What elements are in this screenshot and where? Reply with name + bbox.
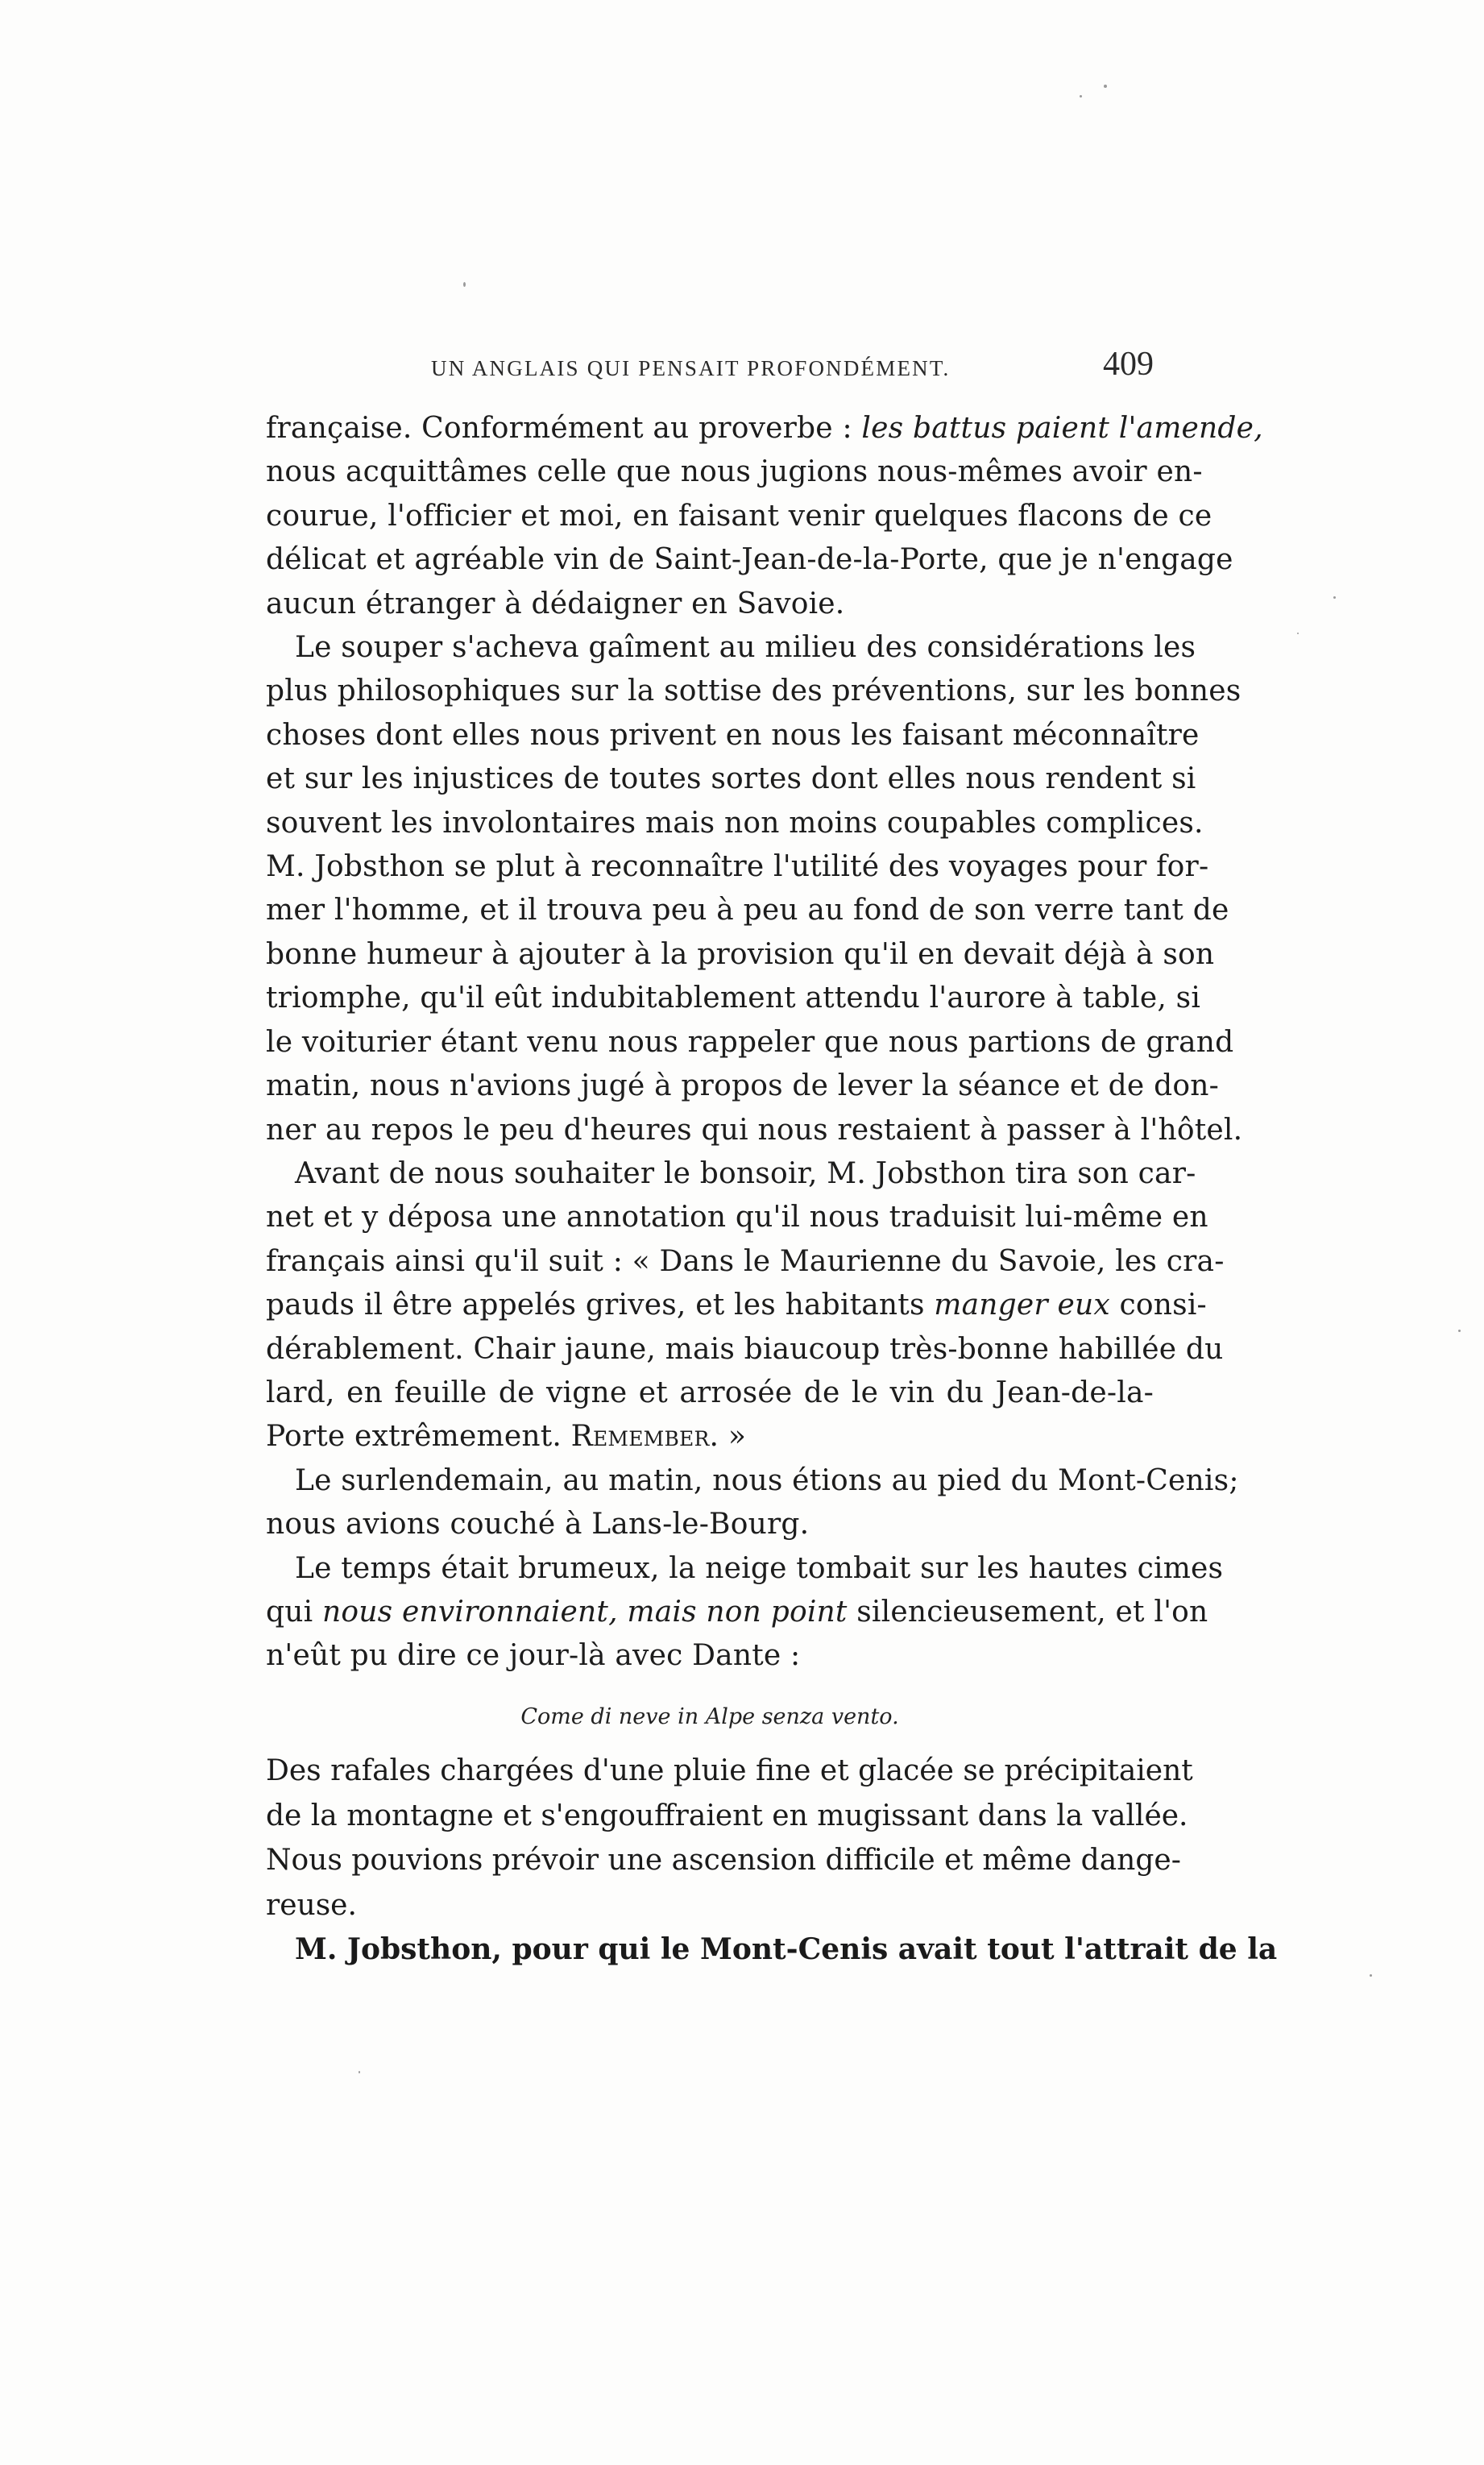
text-run: qui	[266, 1595, 322, 1629]
text-run: Porte extrêmement.	[266, 1420, 571, 1454]
text-line: choses dont elles nous privent en nous les faisant méconnaître	[266, 718, 1200, 752]
italic-phrase: nous environnaient, mais non point	[322, 1595, 848, 1629]
text-line: ner au repos le peu d'heures qui nous restaient à passer à l'hôtel.	[266, 1113, 1243, 1147]
text-line: nous acquittâmes celle que nous jugions nous-mêmes avoir en-	[266, 455, 1203, 489]
text-line: délicat et agréable vin de Saint-Jean-de-la-Porte, que je n'engage	[266, 543, 1233, 577]
scan-speck	[1104, 85, 1107, 88]
body-text-continued	[266, 1749, 1278, 1973]
text-line: net et y déposa une annotation qu'il nous traduisit lui-même en	[266, 1201, 1208, 1235]
text-line: aucun étranger à dédaigner en Savoie.	[266, 587, 845, 620]
scan-speck	[359, 2071, 360, 2073]
small-caps-word: Remember.	[570, 1420, 719, 1454]
text-line	[266, 1591, 1208, 1634]
text-line: M. Jobsthon, pour qui le Mont-Cenis avait tout l'attrait de la	[295, 1932, 1278, 1967]
text-line: lard, en feuille de vigne et arrosée de le vin du Jean-de-la-	[266, 1376, 1154, 1409]
text-run: »	[719, 1420, 747, 1454]
paragraph-2	[266, 626, 1243, 1152]
italic-phrase: manger eux	[934, 1289, 1110, 1322]
text-line: Des rafales chargées d'une pluie fine et glacée se précipitaient	[266, 1754, 1193, 1787]
text-line: et sur les injustices de toutes sortes dont elles nous rendent si	[266, 762, 1196, 796]
text-line: Nous pouvions prévoir une ascension difficile et même dange-	[266, 1844, 1181, 1878]
text-line: Avant de nous souhaiter le bonsoir, M. Jobsthon tira son car-	[295, 1156, 1196, 1190]
text-line: matin, nous n'avions jugé à propos de lever la séance et de don-	[266, 1069, 1219, 1103]
text-line: M. Jobsthon se plut à reconnaître l'utilité des voyages pour for-	[266, 850, 1209, 884]
text-line: n'eût pu dire ce jour-là avec Dante :	[266, 1639, 801, 1673]
paragraph-1	[266, 407, 1263, 626]
scan-speck	[1370, 1974, 1372, 1977]
text-line: bonne humeur à ajouter à la provision qu'il en devait déjà à son	[266, 937, 1215, 971]
text-line	[266, 1284, 1207, 1327]
text-run: silencieusement, et l'on	[847, 1595, 1208, 1629]
text-line: triomphe, qu'il eût indubitablement attendu l'aurore à table, si	[266, 981, 1201, 1015]
text-line: Le souper s'acheva gaîment au milieu des considérations les	[295, 631, 1196, 665]
text-line: de la montagne et s'engouffraient en mugissant dans la vallée.	[266, 1799, 1188, 1832]
scan-speck	[463, 282, 466, 287]
italic-phrase: les battus paient l'amende,	[861, 412, 1263, 445]
text-line	[266, 407, 1263, 450]
text-run: pauds il être appelés grives, et les habitants	[266, 1289, 935, 1322]
text-line: reuse.	[266, 1888, 357, 1922]
text-line	[266, 1415, 1154, 1459]
verse-quotation: Come di neve in Alpe senza vento.	[520, 1704, 899, 1729]
body-text	[266, 407, 1263, 1679]
page-number: 409	[1103, 346, 1154, 383]
paragraph-5	[266, 1547, 1224, 1679]
text-line: le voiturier étant venu nous rappeler que nous partions de grand	[266, 1025, 1234, 1059]
paragraph-3	[266, 1152, 1225, 1459]
text-line: français ainsi qu'il suit : « Dans le Maurienne du Savoie, les cra-	[266, 1244, 1225, 1278]
text-run: française. Conformément au proverbe :	[266, 412, 862, 445]
scan-speck	[1080, 95, 1082, 98]
text-line: nous avions couché à Lans-le-Bourg.	[266, 1508, 810, 1542]
paragraph-4	[266, 1459, 1239, 1547]
running-head: UN ANGLAIS QUI PENSAIT PROFONDÉMENT.	[431, 356, 951, 380]
scan-speck	[1458, 1330, 1461, 1332]
text-line: plus philosophiques sur la sottise des préventions, sur les bonnes	[266, 674, 1242, 708]
text-line: souvent les involontaires mais non moins coupables complices.	[266, 806, 1204, 840]
text-line: dérablement. Chair jaune, mais biaucoup très-bonne habillée du	[266, 1332, 1224, 1366]
paragraph-7	[266, 1928, 1278, 1973]
text-line: mer l'homme, et il trouva peu à peu au fond de son verre tant de	[266, 894, 1229, 927]
text-run: consi-	[1109, 1289, 1207, 1322]
text-line: Le surlendemain, au matin, nous étions au pied du Mont-Cenis;	[295, 1463, 1239, 1497]
text-line: Le temps était brumeux, la neige tombait sur les hautes cimes	[295, 1551, 1224, 1585]
paragraph-6	[266, 1749, 1193, 1928]
page-header	[266, 345, 1154, 393]
text-line: courue, l'officier et moi, en faisant venir quelques flacons de ce	[266, 499, 1212, 533]
scan-speck	[1333, 596, 1336, 599]
scan-speck	[1297, 633, 1299, 634]
